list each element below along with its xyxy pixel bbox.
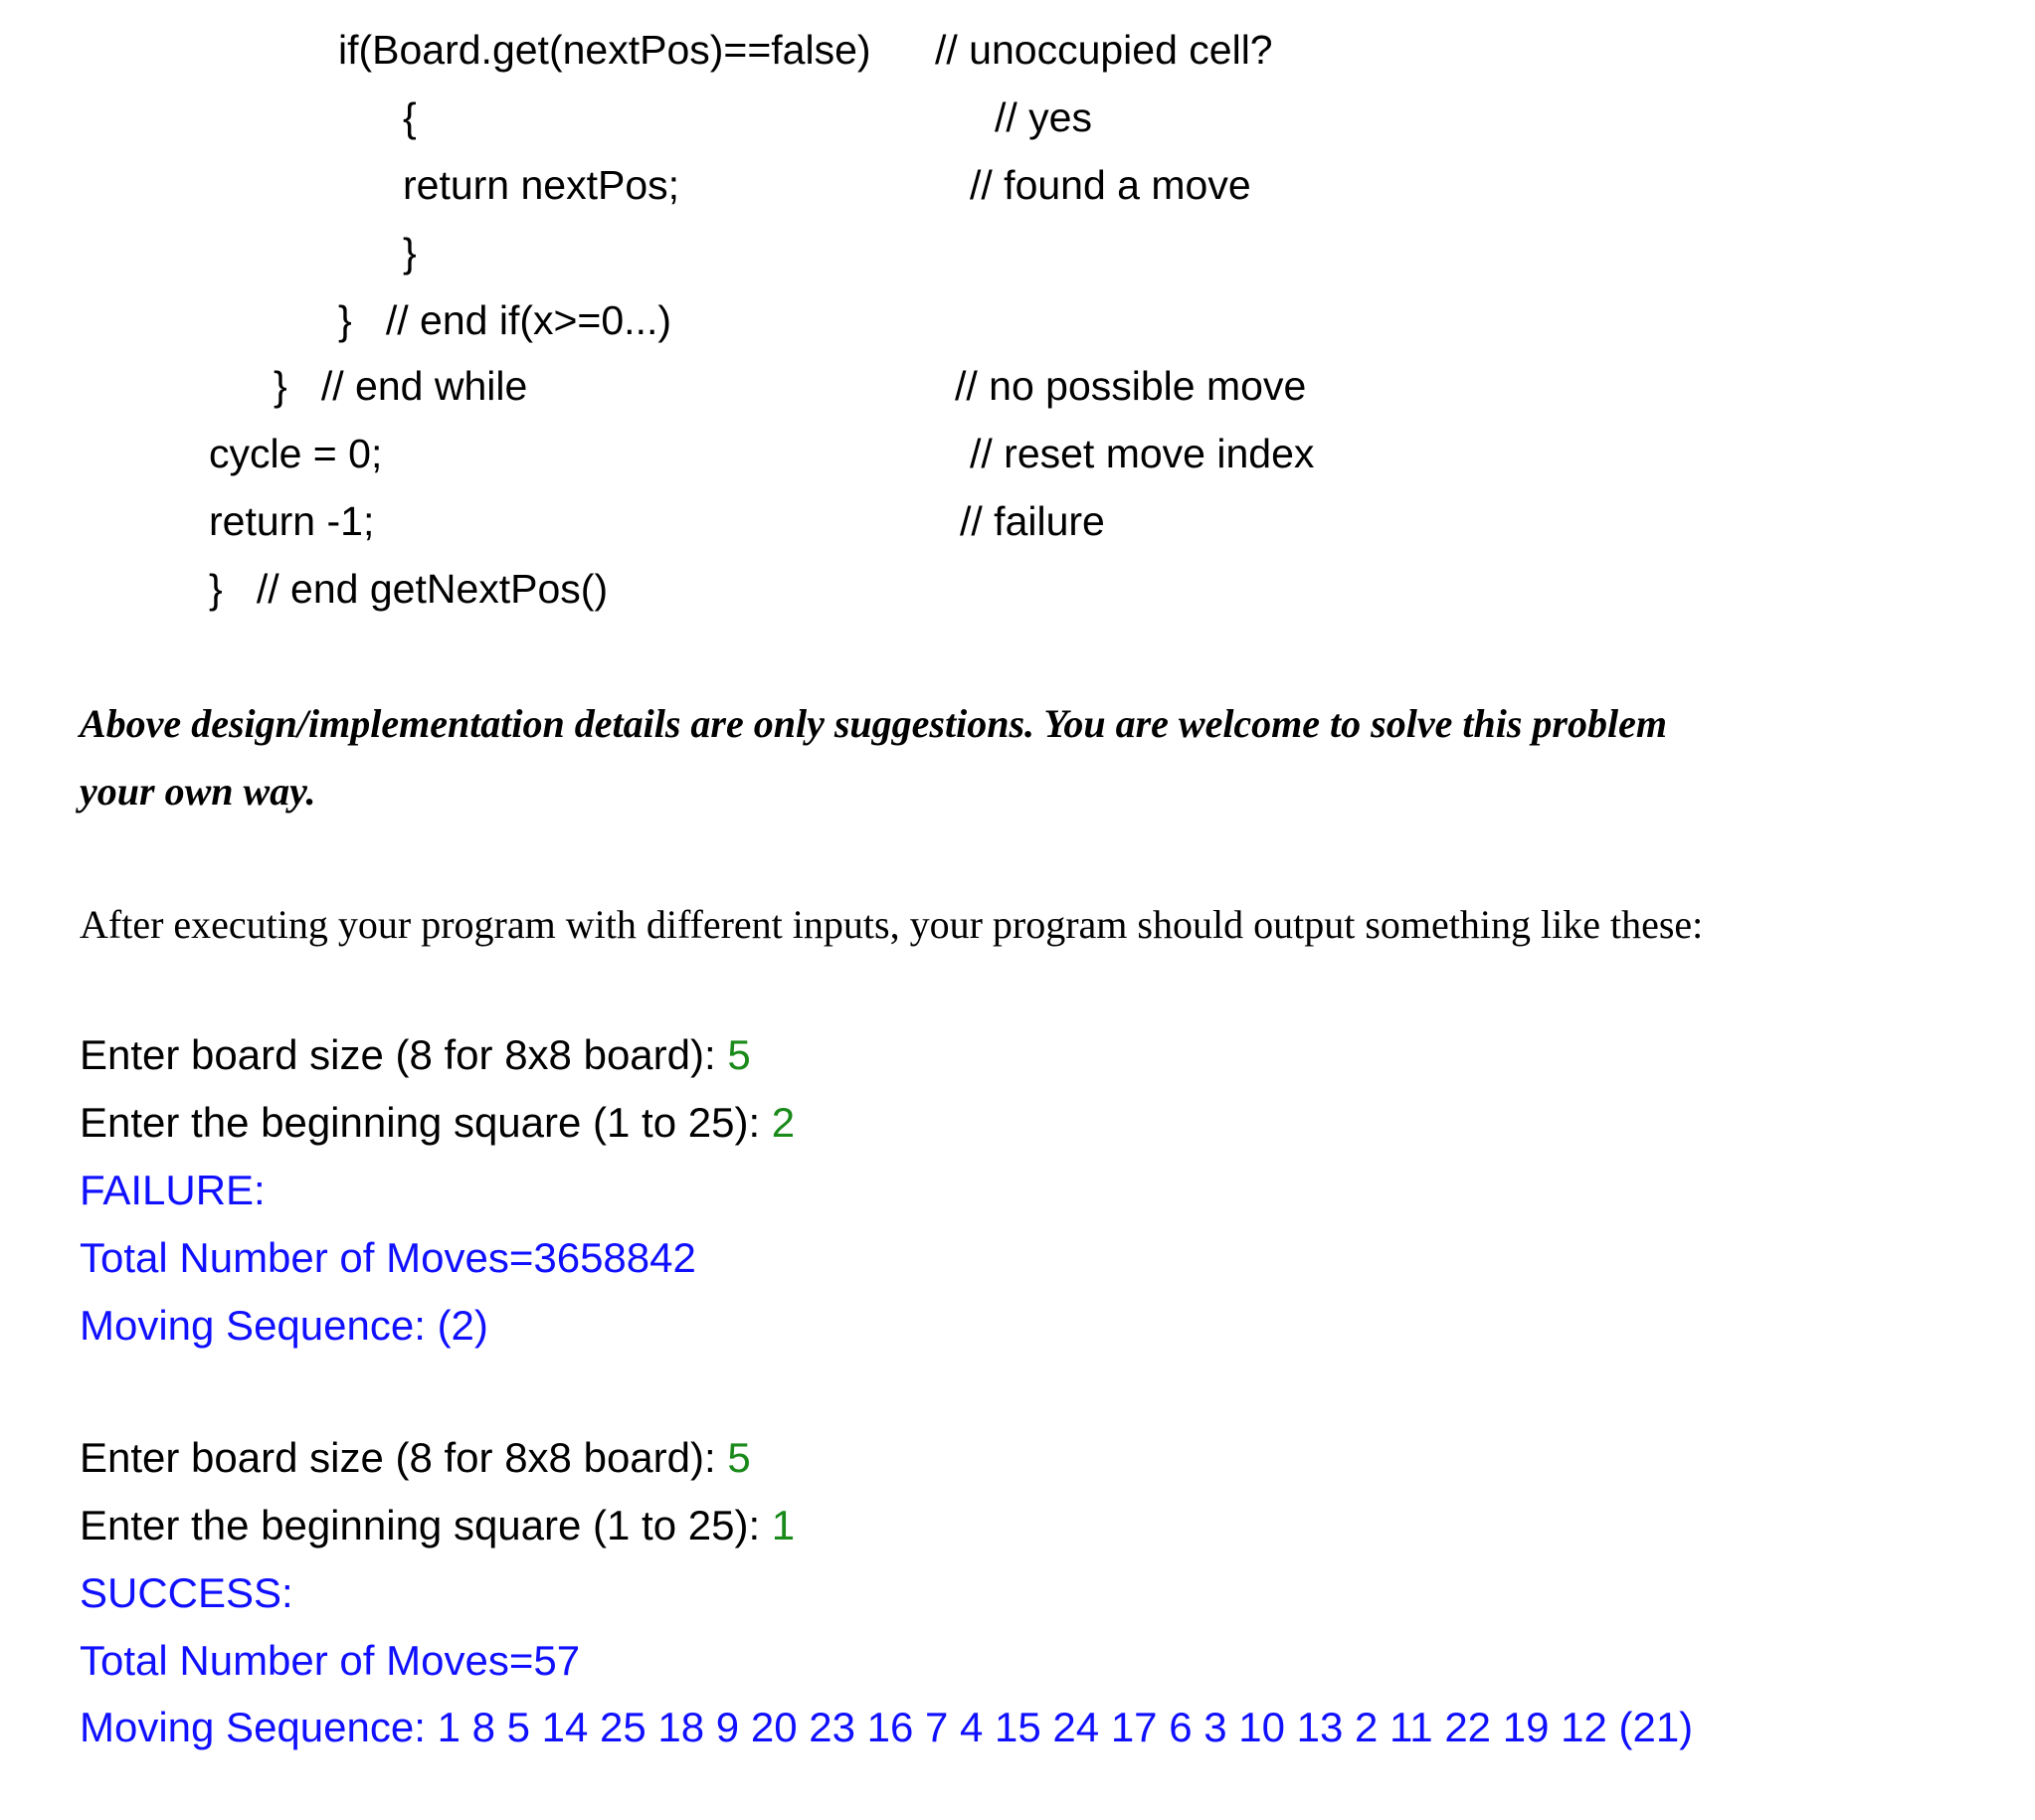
- start-square-line: [80, 1502, 796, 1548]
- board-size-line: [80, 1031, 751, 1078]
- start-square-prompt: Enter the beginning square (1 to 25):: [80, 1099, 772, 1146]
- status-line: FAILURE:: [80, 1167, 266, 1213]
- start-square-value: 1: [771, 1502, 796, 1548]
- board-size-value: 5: [727, 1031, 751, 1078]
- intro-paragraph: After executing your program with different inputs, your program should output something like these:: [80, 902, 1704, 947]
- code-line-end-getnextpos: } // end getNextPos(): [209, 566, 609, 612]
- note-line-2: your own way.: [80, 769, 316, 814]
- start-square-value: 2: [771, 1099, 796, 1146]
- code-comment-yes: // yes: [995, 94, 1092, 140]
- moving-sequence-line: Moving Sequence: 1 8 5 14 25 18 9 20 23 16 7 4 15 24 17 6 3 10 13 2 11 22 19 12 (21): [80, 1704, 1694, 1750]
- code-line-return-failure: return -1;: [209, 498, 375, 544]
- total-moves-line: Total Number of Moves=57: [80, 1637, 581, 1684]
- moving-sequence-line: Moving Sequence: (2): [80, 1302, 488, 1349]
- board-size-line: [80, 1434, 751, 1481]
- code-comment-no-possible-move: // no possible move: [955, 363, 1307, 409]
- start-square-line: [80, 1099, 796, 1146]
- code-line-return-nextpos: return nextPos;: [403, 162, 680, 208]
- code-line-cycle-reset: cycle = 0;: [209, 431, 383, 476]
- code-line-if: if(Board.get(nextPos)==false): [338, 27, 871, 73]
- code-comment-reset-move-index: // reset move index: [970, 431, 1315, 476]
- status-line: SUCCESS:: [80, 1569, 293, 1616]
- code-line-close-brace: }: [403, 230, 417, 275]
- code-line-end-if: } // end if(x>=0...): [338, 297, 672, 343]
- total-moves-line: Total Number of Moves=3658842: [80, 1234, 696, 1281]
- code-line-end-while: } // end while: [274, 363, 528, 409]
- code-comment-failure: // failure: [960, 498, 1105, 544]
- code-comment-found-move: // found a move: [970, 162, 1251, 208]
- board-size-prompt: Enter board size (8 for 8x8 board):: [80, 1434, 728, 1481]
- code-comment-unoccupied: // unoccupied cell?: [935, 27, 1273, 73]
- note-line-1: Above design/implementation details are only suggestions. You are welcome to solve this problem: [80, 701, 1667, 746]
- start-square-prompt: Enter the beginning square (1 to 25):: [80, 1502, 772, 1548]
- code-line-open-brace: {: [403, 94, 417, 140]
- board-size-value: 5: [727, 1434, 751, 1481]
- board-size-prompt: Enter board size (8 for 8x8 board):: [80, 1031, 728, 1078]
